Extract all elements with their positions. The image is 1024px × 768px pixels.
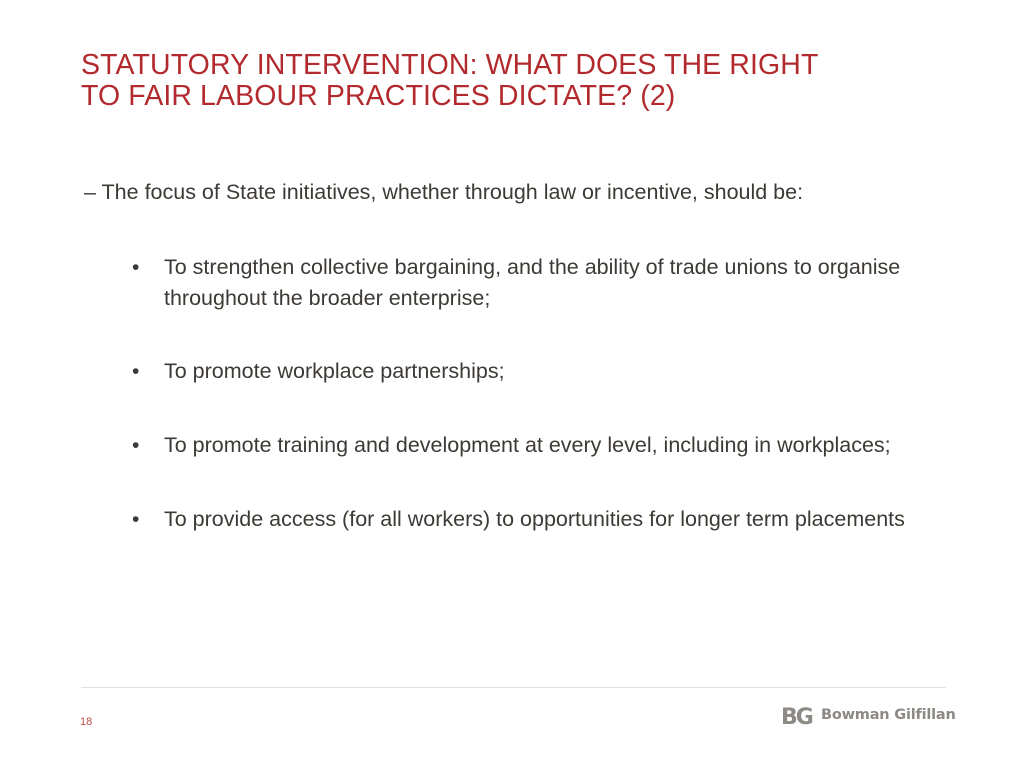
page-number: 18: [80, 716, 93, 728]
company-logo: [781, 702, 956, 728]
bullet-icon: •: [132, 508, 140, 531]
bullet-icon: •: [132, 256, 140, 279]
bullet-item: [130, 504, 950, 535]
bullet-text: To promote training and development at every level, including in workplaces;: [164, 433, 891, 457]
bullet-text: To strengthen collective bargaining, and the ability of trade unions to organise throughout the broader enterprise;: [164, 255, 901, 310]
logo-name: Bowman Gilfillan: [821, 707, 956, 723]
footer-divider: [81, 687, 946, 688]
slide-title-line-1: STATUTORY INTERVENTION: WHAT DOES THE RIGHT: [81, 49, 819, 81]
bullet-text: To promote workplace partnerships;: [164, 359, 505, 383]
bullet-item: [130, 252, 950, 314]
bullet-text: To provide access (for all workers) to opportunities for longer term placements: [164, 507, 905, 531]
logo-monogram: BG: [781, 705, 812, 726]
slide-title: [81, 50, 961, 112]
bullet-item: [130, 356, 950, 387]
bullet-list: [130, 252, 950, 535]
intro-text: – The focus of State initiatives, whether through law or incentive, should be:: [84, 180, 804, 204]
bowman-gilfillan-logo-icon: [781, 704, 817, 726]
slide-title-line-2: TO FAIR LABOUR PRACTICES DICTATE? (2): [81, 80, 676, 112]
bullet-icon: •: [132, 360, 140, 383]
bullet-item: [130, 430, 950, 461]
bullet-icon: •: [132, 434, 140, 457]
